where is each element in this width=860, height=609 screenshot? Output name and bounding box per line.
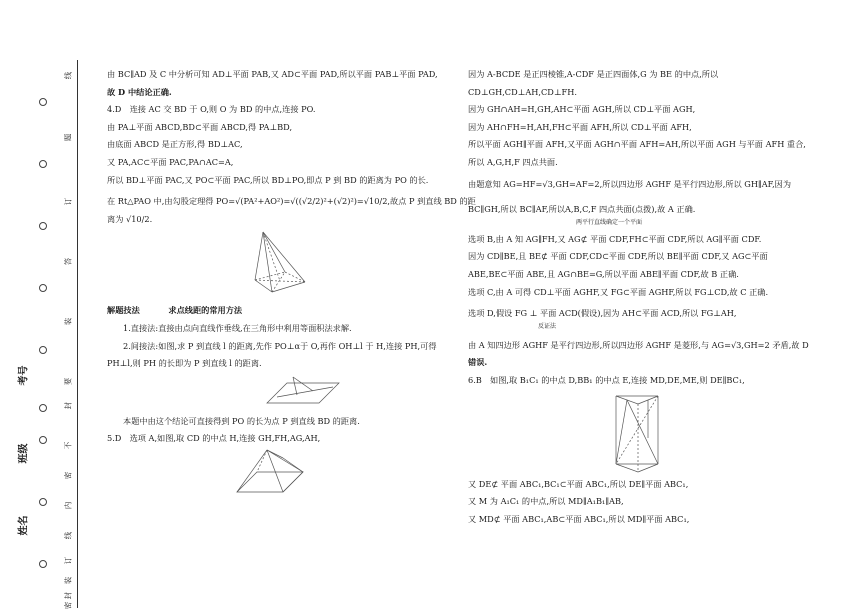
text-line: 又 M 为 A₁C₁ 的中点,所以 MD∥A₁B₁∥AB, [468, 496, 624, 507]
binding-margin-char: 内 [63, 501, 73, 510]
punch-hole [39, 222, 47, 230]
text-line: PH⊥l,则 PH 的长即为 P 到直线 l 的距离. [107, 358, 262, 369]
binding-margin-char: 装 [63, 317, 73, 326]
binding-margin-char: 订 [63, 556, 73, 565]
technique-heading [107, 302, 452, 320]
text-line: 又 MD⊄ 平面 ABC₁,AB⊂平面 ABC₁,所以 MD∥平面 ABC₁, [468, 513, 690, 524]
binding-margin-char: 封 [63, 591, 73, 600]
prism-figure [468, 390, 848, 476]
text-line: 离为 √10/2. [107, 213, 153, 224]
text-line: 因为 CD∥BE,且 BE⊄ 平面 CDF,CD⊂平面 CDF,所以 BE∥平面 CDF,又 AG⊂平面 [468, 251, 768, 262]
binding-margin [0, 0, 100, 608]
text-line: 由 A 知四边形 AGHF 是平行四边形,所以四边形 AGHF 是菱形,与 AG=√3,GH=2 矛盾,故 D [468, 339, 809, 350]
binding-margin-char: 订 [63, 197, 73, 206]
text-line: 5.D 选项 A,如图,取 CD 的中点 H,连接 GH,FH,AG,AH, [107, 433, 321, 444]
text-line: 因为 A-BCDE 是正四棱锥,A-CDF 是正四面体,G 为 BE 的中点,所以 [468, 69, 719, 79]
binding-margin-char: 题 [63, 133, 73, 142]
punch-hole [39, 404, 47, 412]
text-line: 错误. [468, 357, 488, 368]
annotation-note: 反证法 [538, 322, 557, 330]
text-line: 选项 C,由 A 可得 CD⊥平面 AGHF,又 FG⊂平面 AGHF,所以 FG⊥CD,故 C 正确. [468, 286, 769, 297]
punch-hole [39, 436, 47, 444]
text-line: 由题意知 AG=HF=√3,GH=AF=2,所以四边形 AGHF 是平行四边形,所以 GH∥AF,因为 [468, 178, 792, 189]
text-line: 因为 GH∩AH=H,GH,AH⊂平面 AGH,所以 CD⊥平面 AGH, [468, 104, 696, 115]
text-line: 6.B 如图,取 B₁C₁ 的中点 D,BB₁ 的中点 E,连接 MD,DE,ME,则 DE∥BC₁, [468, 374, 745, 385]
text-line: 又 DE⊄ 平面 ABC₁,BC₁⊂平面 ABC₁,所以 DE∥平面 ABC₁, [468, 478, 689, 489]
text-line: 因为 AH∩FH=H,AH,FH⊂平面 AFH,所以 CD⊥平面 AFH, [468, 121, 692, 132]
text-line: 由 BC∥AD 及 C 中分析可知 AD⊥平面 PAB,又 AD⊂平面 PAD,所以平面 PAB⊥平面 PAD, [107, 69, 438, 79]
text-line: 本题中由这个结论可直接得到 PO 的长为点 P 到直线 BD 的距离. [123, 415, 360, 426]
punch-hole [39, 560, 47, 568]
text-line: 由底面 ABCD 是正方形,得 BD⊥AC, [107, 139, 243, 150]
left-column [107, 66, 476, 498]
label-exam-number: 考号 [18, 365, 30, 386]
text-line: BC∥GH,所以 BC∥AF,所以A,B,C,F 四点共面(点拨),故 A 正确. [468, 204, 696, 215]
text-line: ABE,BE⊂平面 ABE,且 AG∩BE=G,所以平面 ABE∥平面 CDF,故 B 正确. [468, 268, 739, 279]
punch-hole [39, 160, 47, 168]
text-line: 由 PA⊥平面 ABCD,BD⊂平面 ABCD,得 PA⊥BD, [107, 121, 293, 132]
punch-hole [39, 498, 47, 506]
plane-figure [107, 373, 452, 413]
binding-margin-char: 密 [63, 471, 73, 480]
annotation-note: 两平行直线确定一个平面 [576, 218, 643, 226]
text-line: 2.间接法:如图,求 P 到直线 l 的距离,先作 PO⊥α于 O,再作 OH⊥l 于 H,连接 PH,可得 [123, 340, 437, 351]
binding-margin-char: 答 [63, 257, 73, 266]
binding-line [77, 60, 78, 608]
text-line: 在 Rt△PAO 中,由勾股定理得 PO=√(PA²+AO²)=√((√2/2)²+(√2)²)=√10/2,故点 P 到直线 BD 的距 [107, 196, 476, 207]
binding-margin-char: 线 [63, 71, 73, 80]
text-line: 所以 A,G,H,F 四点共面. [468, 156, 558, 167]
technique-title: 求点线距的常用方法 [168, 305, 243, 316]
label-class: 班级 [18, 443, 30, 464]
binding-margin-char: 装 [63, 576, 73, 585]
binding-margin-char: 密 [63, 601, 73, 609]
binding-margin-char: 要 [63, 377, 73, 386]
text-line: 选项 D,假设 FG ⊥ 平面 ACD(假设),因为 AH⊂平面 ACD,所以 FG⊥AH, [468, 308, 737, 319]
text-line: 1.直接法:直接由点向直线作垂线,在三角形中利用等面积法求解. [123, 322, 352, 333]
text-line: 又 PA,AC⊂平面 PAC,PA∩AC=A, [107, 156, 234, 167]
text-line: 4.D 连接 AC 交 BD 于 O,则 O 为 BD 的中点,连接 PO. [107, 104, 316, 115]
text-line: 所以平面 AGH∥平面 AFH,又平面 AGH∩平面 AFH=AH,所以平面 AGH 与平面 AFH 重合, [468, 139, 806, 150]
binding-margin-char: 线 [63, 531, 73, 540]
text-line: CD⊥GH,CD⊥AH,CD⊥FH. [468, 86, 577, 97]
solid-figure [107, 448, 452, 498]
binding-margin-char: 封 [63, 401, 73, 410]
punch-hole [39, 284, 47, 292]
punch-hole [39, 346, 47, 354]
binding-margin-char: 不 [63, 441, 73, 450]
text-line: 选项 B,由 A 知 AG∥FH,又 AG⊄ 平面 CDF,FH⊂平面 CDF,所以 AG∥平面 CDF. [468, 233, 762, 244]
right-column [468, 66, 848, 528]
pyramid-figure [107, 228, 452, 298]
text-line: 所以 BD⊥平面 PAC,又 PO⊂平面 PAC,所以 BD⊥PO,即点 P 到 BD 的距离为 PO 的长. [107, 174, 429, 185]
label-name: 姓名 [18, 515, 30, 536]
punch-hole [39, 98, 47, 106]
technique-tag: 解题技法 [107, 305, 140, 316]
text-line: 故 D 中结论正确. [107, 86, 172, 97]
